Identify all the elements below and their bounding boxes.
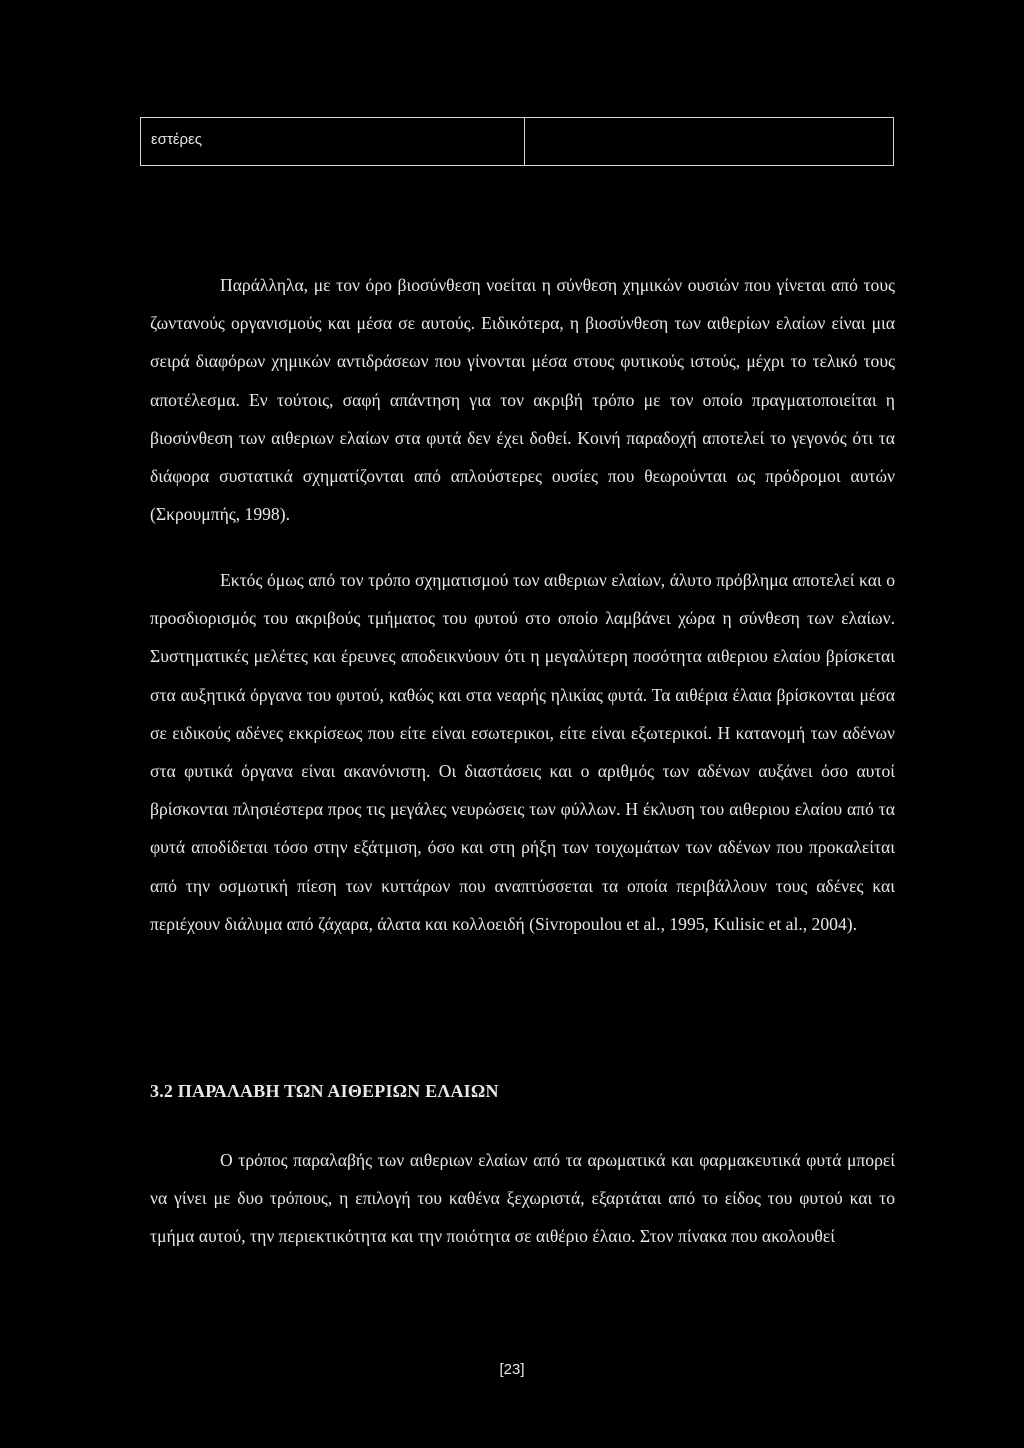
body-paragraph-glands [150, 561, 895, 943]
paragraph-text: Ο τρόπος παραλαβής των αιθεριων ελαίων από τα αρωματικά και φαρμακευτικά φυτά μπορεί να γίνει με δυο τρόπους, η επιλογή του καθένα ξεχωριστά, εξαρτάται από το είδος του φυτού και το τμήμα αυτού, την περιεκτικότητα και την ποιότητα σε αιθέριο έλαιο. Στον πίνακα που ακολουθεί [150, 1150, 895, 1247]
header-cell-divider [524, 118, 525, 165]
paragraph-text: Παράλληλα, με τον όρο βιοσύνθεση νοείται η σύνθεση χημικών ουσιών που γίνεται από τους ζωντανούς οργανισμούς και μέσα σε αυτούς. Ειδικότερα, η βιοσύνθεση των αιθερίων ελαίων είναι μια σειρά διαφόρων χημικών αντιδράσεων που γίνονται μέσα στους φυτικούς ιστούς, μέχρι το τελικό τους αποτέλεσμα. Εν τούτοις, σαφή απάντηση για τον ακριβή τρόπο με τον οποίο πραγματοποιείται η βιοσύνθεση των αιθεριων ελαίων στα φυτά δεν έχει δοθεί. Κοινή παραδοχή αποτελεί το γεγονός ότι τα διάφορα συστατικά σχηματίζονται από απλούστερες ουσίες που θεωρούνται ως πρόδρομοι αυτών (Σκρουμπής, 1998). [150, 275, 895, 525]
running-header-table [140, 117, 894, 166]
section-heading: 3.2 ΠΑΡΑΛΑΒΗ ΤΩΝ ΑΙΘΕΡΙΩΝ ΕΛΑΙΩΝ [150, 1081, 499, 1101]
running-header-left-cell: εστέρες [151, 131, 203, 148]
paragraph-text: Εκτός όμως από τον τρόπο σχηματισμού των αιθεριων ελαίων, άλυτο πρόβλημα αποτελεί και ο προσδιορισμός του ακριβούς τμήματος του φυτού στο οποίο λαμβάνει χώρα η σύνθεση των ελαίων. Συστηματικές μελέτες και έρευνες αποδεικνύουν ότι η μεγαλύτερη ποσότητα αιθεριου ελαίου βρίσκεται στα αυξητικά όργανα του φυτού, καθώς και στα νεαρής ηλικίας φυτά. Τα αιθέρια έλαια βρίσκονται μέσα σε ειδικούς αδένες εκκρίσεως που είτε είναι εσωτερικοι, είτε είναι εξωτερικοί. Η κατανομή των αδένων στα φυτικά όργανα είναι ακανόνιστη. Οι διαστάσεις και ο αριθμός των αδένων αυξάνει όσο αυτοί βρίσκονται πλησιέστερα προς τις μεγάλες νευρώσεις των φύλλων. Η έκλυση του αιθεριου ελαίου από τα φυτά αποδίδεται τόσο στην εξάτμιση, όσο και στη ρήξη των τοιχωμάτων των αδένων που προκαλείται από την οσμωτική πίεση των κυττάρων που αναπτύσσεται τα οποία περιβάλλουν τους αδένες και περιέχουν διάλυμα από ζάχαρα, άλατα και κολλοειδή (Sivropoulou et al., 1995, Kulisic et al., 2004). [150, 570, 895, 934]
section-paragraph [150, 1141, 895, 1256]
body-paragraph-biosynthesis [150, 266, 895, 533]
page-number: [23] [499, 1361, 525, 1378]
